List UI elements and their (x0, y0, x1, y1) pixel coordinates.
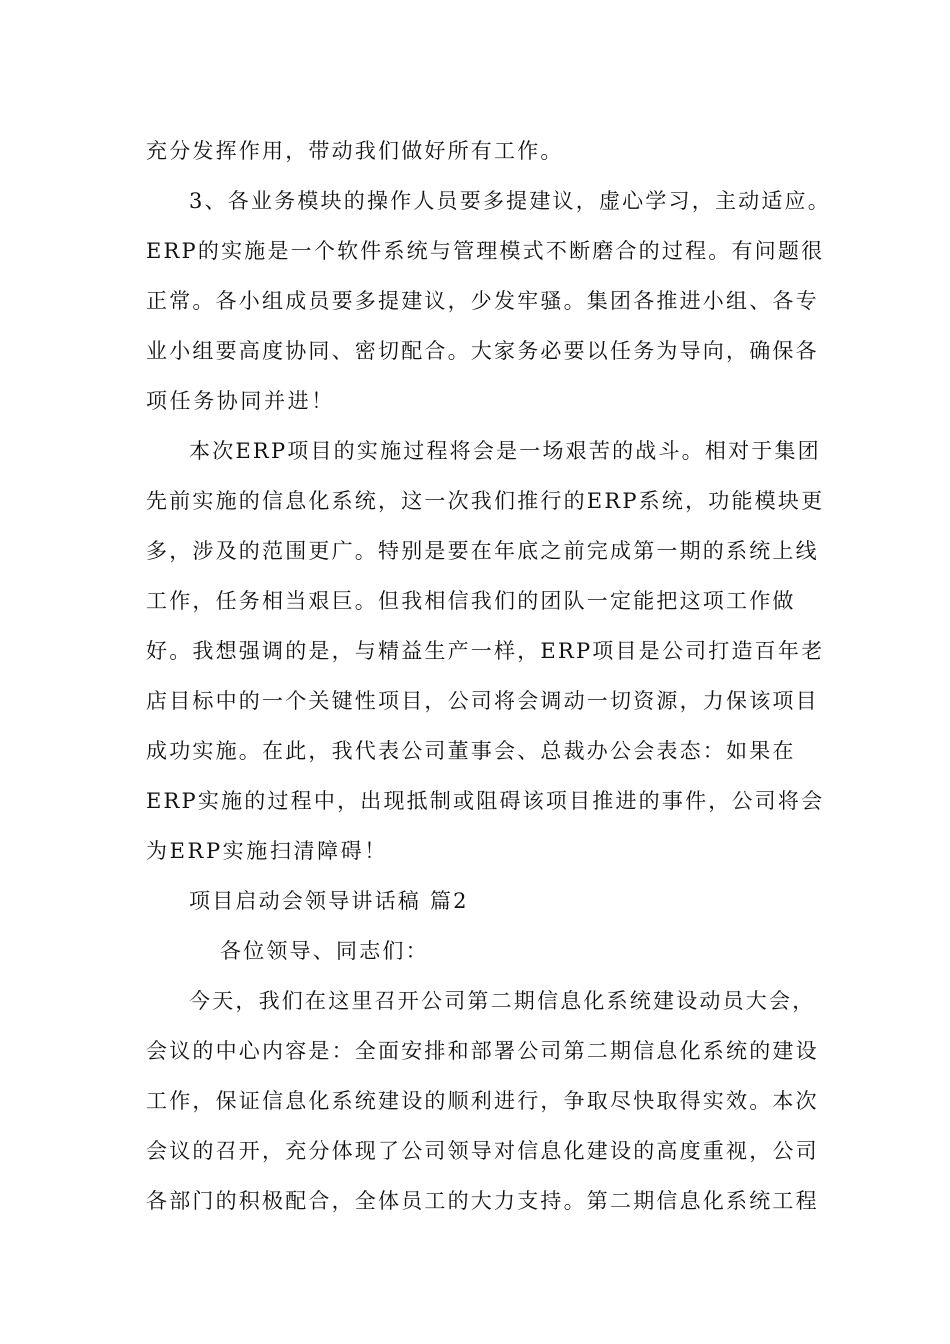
section-heading: 项目启动会领导讲话稿 篇2 (189, 889, 469, 913)
body-text-line: 工作，保证信息化系统建设的顺利进行，争取尽快取得实效。本次 (146, 1089, 819, 1113)
paragraph-start-line: 本次ERP项目的实施过程将会是一场艰苦的战斗。相对于集团 (189, 439, 821, 463)
paragraph-start-line: 今天，我们在这里召开公司第二期信息化系统建设动员大会， (189, 989, 816, 1013)
body-text-line: 正常。各小组成员要多提建议，少发牢骚。集团各推进小组、各专 (146, 289, 819, 313)
body-text-line: 项任务协同并进！ (146, 389, 335, 413)
body-text-line: ERP实施的过程中，出现抵制或阻碍该项目推进的事件，公司将会 (146, 789, 825, 813)
list-item-3: 3、各业务模块的操作人员要多提建议，虚心学习，主动适应。 (189, 189, 831, 213)
body-text-line: 好。我想强调的是，与精益生产一样，ERP项目是公司打造百年老 (146, 639, 825, 663)
body-text-line: 为ERP实施扫清障碍！ (146, 839, 388, 863)
body-text-line: 多，涉及的范围更广。特别是要在年底之前完成第一期的系统上线 (146, 539, 819, 563)
body-text-line: 各部门的积极配合，全体员工的大力支持。第二期信息化系统工程 (146, 1189, 819, 1213)
body-text-line: 先前实施的信息化系统，这一次我们推行的ERP系统，功能模块更 (146, 489, 825, 513)
body-text-line: 成功实施。在此，我代表公司董事会、总裁办公会表态：如果在 (146, 739, 796, 763)
body-text-line: 会议的中心内容是：全面安排和部署公司第二期信息化系统的建设 (146, 1039, 819, 1063)
salutation: 各位领导、同志们： (220, 939, 429, 963)
body-text-line: 充分发挥作用，带动我们做好所有工作。 (146, 139, 564, 163)
body-text-line: 工作，任务相当艰巨。但我相信我们的团队一定能把这项工作做 (146, 589, 796, 613)
body-text-line: 会议的召开，充分体现了公司领导对信息化建设的高度重视，公司 (146, 1139, 819, 1163)
body-text-line: ERP的实施是一个软件系统与管理模式不断磨合的过程。有问题很 (146, 239, 825, 263)
body-text-line: 业小组要高度协同、密切配合。大家务必要以任务为导向，确保各 (146, 339, 819, 363)
body-text-line: 店目标中的一个关键性项目，公司将会调动一切资源，力保该项目 (146, 689, 819, 713)
